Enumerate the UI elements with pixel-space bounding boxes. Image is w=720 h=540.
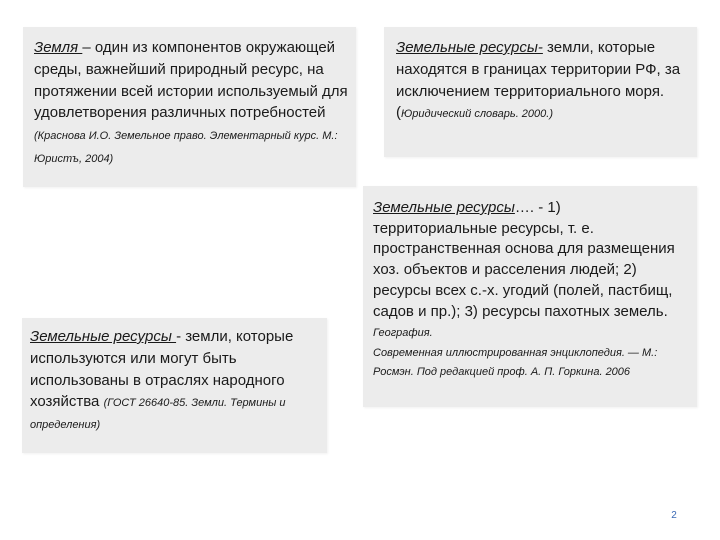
definition-card-encyclopedia xyxy=(363,186,697,407)
definition-card-zemlya xyxy=(23,27,356,187)
definition-card-legal-dictionary xyxy=(384,27,697,157)
definition-text xyxy=(373,198,689,343)
definition-text xyxy=(34,37,348,170)
term-zemelnye-resursy: Земельные ресурсы xyxy=(373,199,515,216)
citation-legal-dictionary: Юридический словарь. 2000.) xyxy=(401,108,553,121)
definition-card-gost xyxy=(22,318,327,453)
citation-gost: (ГОСТ 26640-85. Земли. Термины и определения) xyxy=(30,397,286,432)
definition-body: - 1) территориальные ресурсы, т. е. пространственная основа для размещения хоз. объектов и расселения людей; 2) ресурсы всех с.-х. угодий (полей, пастбищ, садов и пр.); 3) ресурсы пахотных земель. xyxy=(373,199,675,320)
citation-krasnova: (Краснова И.О. Земельное право. Элементарный курс. М.: Юристъ, 2004) xyxy=(34,130,338,166)
citation-open-paren: ( xyxy=(396,104,401,122)
definition-text xyxy=(396,37,689,126)
term-zemlya: Земля xyxy=(34,39,83,56)
term-ellipsis: …. xyxy=(514,199,535,216)
term-zemelnye-resursy: Земельные ресурсы xyxy=(30,328,177,345)
page-number: 2 xyxy=(671,510,677,521)
citation-encyclopedia: Современная иллюстрированная энциклопедия. — М.: Росмэн. Под редакцией проф. А. П. Горкина. 2006 xyxy=(373,346,658,378)
category-geography: География. xyxy=(373,327,433,340)
definition-body: – один из компонентов окружающей среды, важнейший природный ресурс, на протяжении всей истории используемый для удовлетворения различных потребностей xyxy=(34,39,348,122)
term-zemelnye-resursy: Земельные ресурсы- xyxy=(396,39,543,56)
definition-body: земли, которые находятся в границах территории РФ, за исключением территориального моря. xyxy=(396,39,681,100)
definition-body: - земли, которые используются или могут быть использованы в отраслях народного хозяйства xyxy=(30,328,294,411)
definition-text xyxy=(30,326,321,435)
